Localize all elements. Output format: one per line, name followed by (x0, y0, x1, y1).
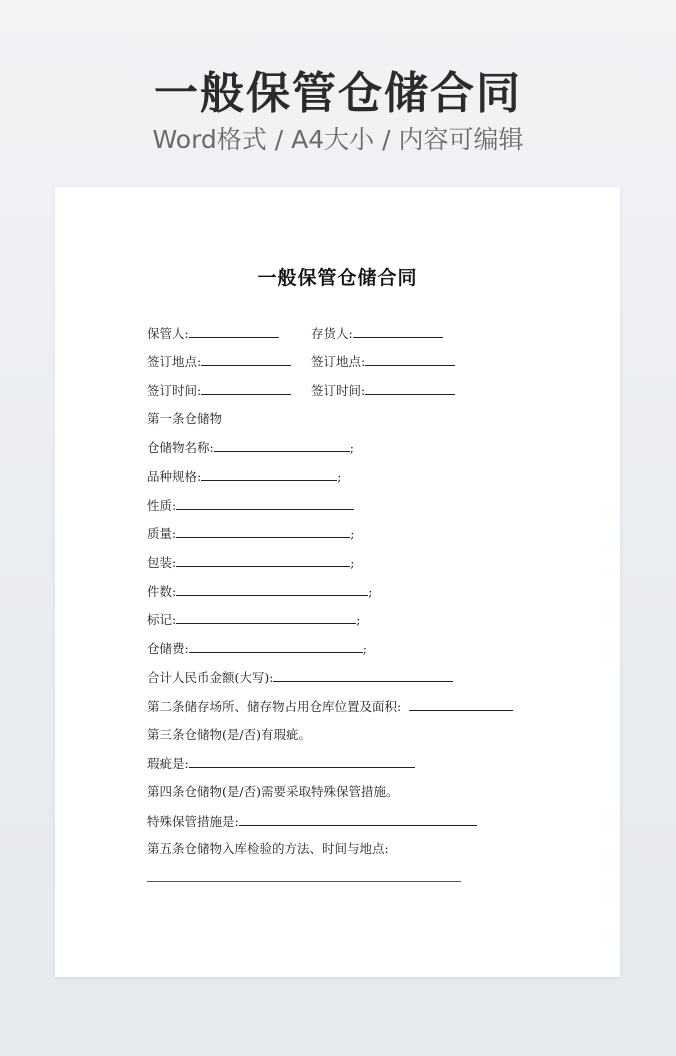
field-blank[interactable] (273, 667, 453, 682)
field-total-amount (147, 667, 453, 687)
field-label: 质量: (147, 526, 177, 541)
sign-place-blank-right[interactable] (365, 351, 455, 366)
special-measures-label: 特殊保管措施是: (147, 814, 239, 829)
article5-blank[interactable] (147, 881, 461, 882)
article4: 第四条仓储物(是/否)需要采取特殊保管措施。 (147, 784, 399, 799)
banner (0, 66, 676, 156)
depositor-field (311, 323, 443, 344)
banner-title: 一般保管仓储合同 (154, 68, 522, 119)
field-spec (147, 466, 341, 486)
document-title: 一般保管仓储合同 (257, 267, 418, 289)
article2 (147, 696, 513, 716)
field-label: 仓储费: (147, 641, 189, 656)
sign-time-label-left: 签订时间: (147, 383, 202, 398)
article2-text: 第二条储存场所、储存物占用仓库位置及面积: (147, 699, 402, 714)
field-blank[interactable] (176, 609, 356, 624)
field-storage-fee (147, 638, 367, 658)
article3: 第三条仓储物(是/否)有瑕疵。 (147, 727, 311, 742)
article5: 第五条仓储物入库检验的方法、时间与地点: (147, 841, 389, 856)
field-quantity (147, 581, 372, 601)
special-measures-blank[interactable] (239, 811, 477, 826)
sign-time-blank-right[interactable] (365, 380, 455, 395)
keeper-blank[interactable] (189, 323, 279, 338)
article2-blank[interactable] (409, 696, 513, 711)
field-label: 品种规格: (147, 469, 202, 484)
field-nature (147, 495, 354, 515)
field-label: 仓储物名称: (147, 440, 214, 455)
field-mark (147, 609, 360, 629)
sign-place-right (311, 351, 455, 372)
depositor-blank[interactable] (353, 323, 443, 338)
sign-time-right (311, 380, 455, 401)
sign-time-blank-left[interactable] (201, 380, 291, 395)
field-suffix: ; (350, 526, 355, 541)
sign-place-row (147, 351, 366, 371)
field-blank[interactable] (176, 495, 354, 510)
defect-row (147, 753, 415, 773)
sign-place-blank-left[interactable] (201, 351, 291, 366)
defect-label: 瑕疵是: (147, 756, 189, 771)
field-suffix: ; (362, 641, 367, 656)
field-blank[interactable] (189, 638, 363, 653)
field-label: 性质: (147, 498, 177, 513)
defect-blank[interactable] (189, 753, 415, 768)
field-quality (147, 523, 354, 543)
party-row (147, 323, 353, 343)
article1-heading: 第一条仓储物 (147, 411, 223, 426)
field-blank[interactable] (176, 523, 350, 538)
sign-place-label-right: 签订地点: (311, 354, 366, 369)
banner-subtitle: Word格式 / A4大小 / 内容可编辑 (152, 125, 524, 154)
field-suffix: ; (368, 584, 373, 599)
field-goods-name (147, 437, 354, 457)
field-label: 件数: (147, 584, 177, 599)
field-blank[interactable] (214, 437, 350, 452)
field-label: 合计人民币金额(大写): (147, 670, 274, 685)
sign-time-label-right: 签订时间: (311, 383, 366, 398)
field-packaging (147, 552, 354, 572)
field-blank[interactable] (176, 581, 368, 596)
document-page (55, 187, 620, 977)
field-blank[interactable] (176, 552, 350, 567)
field-label: 标记: (147, 612, 177, 627)
keeper-label: 保管人: (147, 326, 189, 341)
field-suffix: ; (337, 469, 342, 484)
field-suffix: ; (356, 612, 361, 627)
field-suffix: ; (350, 555, 355, 570)
depositor-label: 存货人: (311, 326, 353, 341)
field-blank[interactable] (201, 466, 337, 481)
special-measures-row (147, 811, 477, 831)
sign-place-label-left: 签订地点: (147, 354, 202, 369)
field-label: 包装: (147, 555, 177, 570)
sign-time-row (147, 380, 366, 400)
field-suffix: ; (349, 440, 354, 455)
